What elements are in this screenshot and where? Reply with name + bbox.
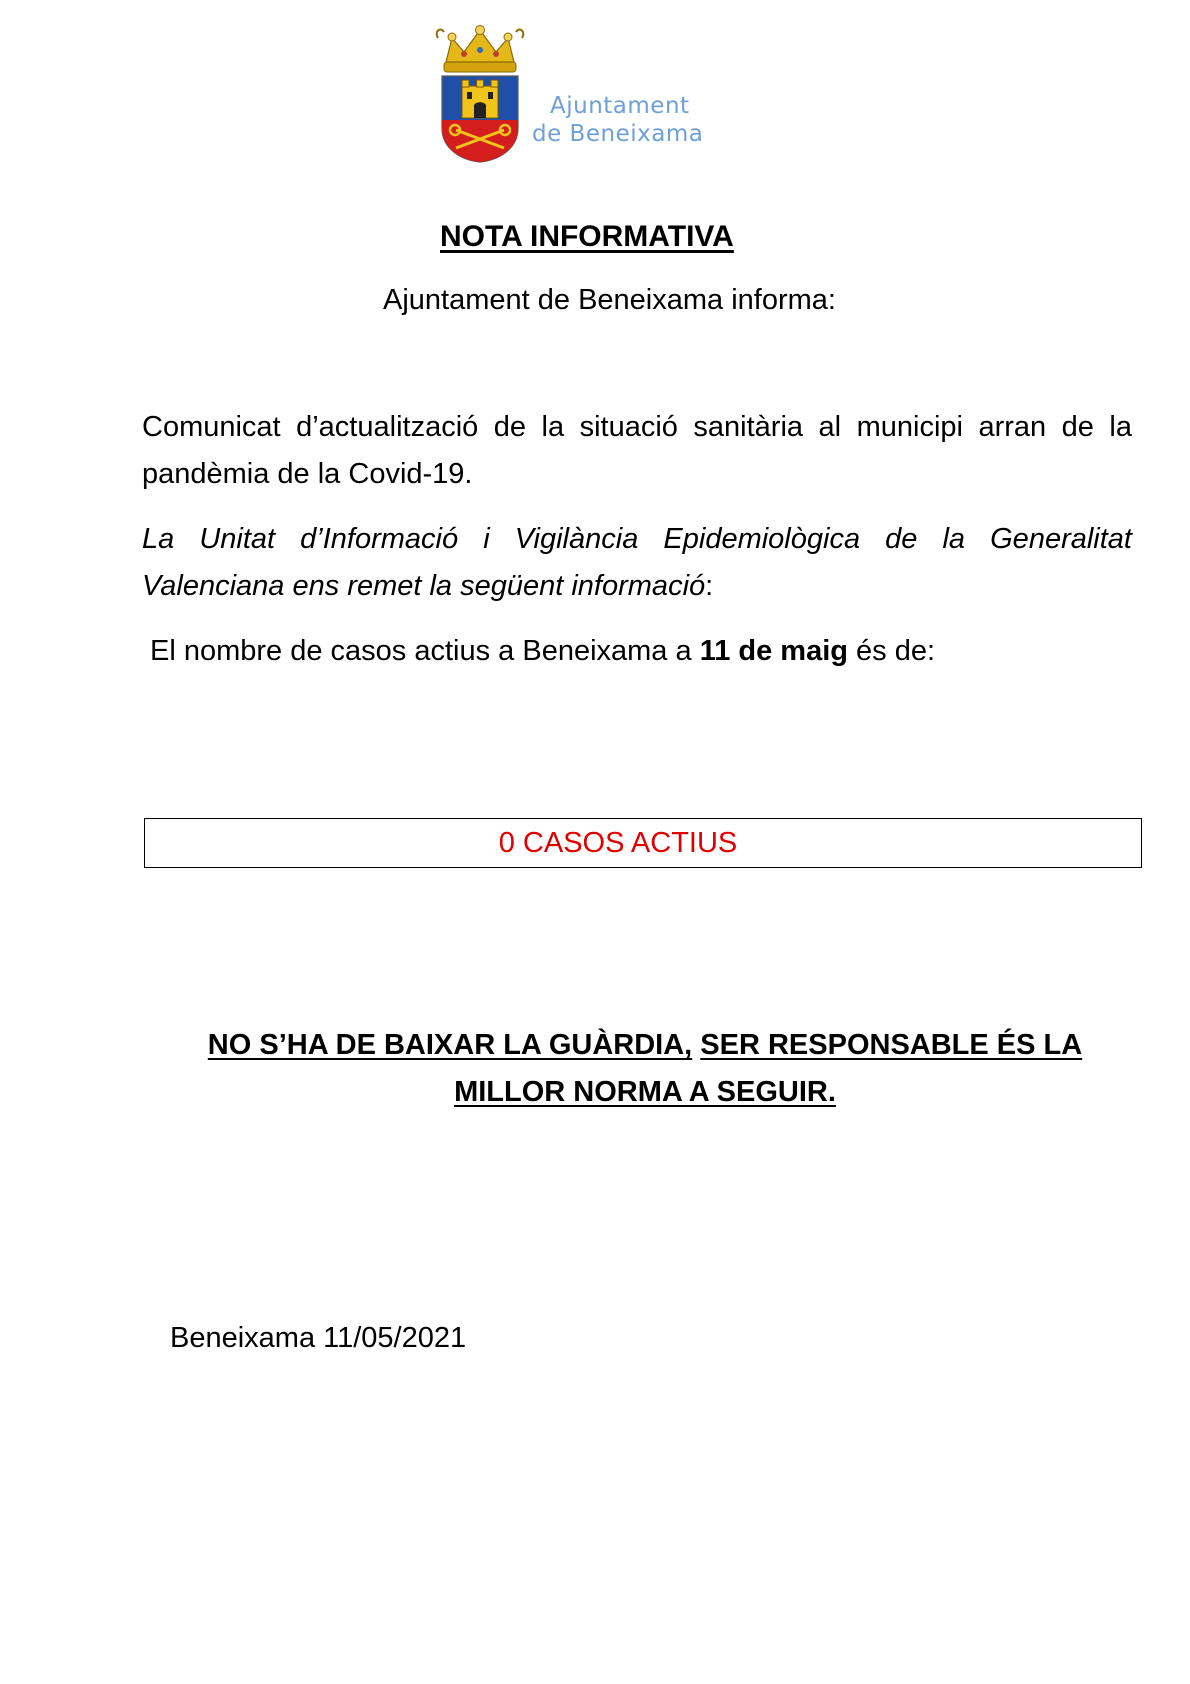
municipal-logo	[434, 24, 754, 169]
coat-of-arms-icon	[434, 24, 526, 164]
active-cases-box	[144, 818, 1142, 868]
document-subtitle: Ajuntament de Beneixama informa:	[383, 284, 836, 316]
source-colon: :	[705, 570, 714, 602]
cases-intro-before: El nombre de casos actius a Beneixama a	[150, 635, 700, 667]
document-date: Beneixama 11/05/2021	[170, 1322, 467, 1354]
document-title: NOTA INFORMATIVA	[440, 220, 734, 253]
warning-part-1: NO S’HA DE BAIXAR LA GUÀRDIA,	[207, 1029, 693, 1061]
cases-intro-date: 11 de maig	[699, 635, 848, 667]
source-paragraph	[142, 516, 1132, 610]
logo-line-2: de Beneixama	[532, 121, 704, 147]
logo-wordmark	[532, 92, 703, 148]
active-cases-text: 0 CASOS ACTIUS	[498, 827, 738, 859]
warning-message	[150, 1022, 1140, 1116]
intro-paragraph: Comunicat d’actualització de la situació sanitària al municipi arran de la pandèmia de la Covid-19.	[142, 411, 1132, 490]
logo-line-1: Ajuntament	[550, 93, 690, 119]
warning-part-2: SER RESPONSABLE ÉS LA MILLOR NORMA A SEGUIR.	[454, 1029, 1083, 1108]
cases-intro-after: és de:	[848, 635, 936, 667]
source-text: La Unitat d’Informació i Vigilància Epidemiològica de la Generalitat Valenciana ens remet la següent informació	[142, 523, 1132, 602]
cases-intro-paragraph	[150, 628, 1130, 675]
